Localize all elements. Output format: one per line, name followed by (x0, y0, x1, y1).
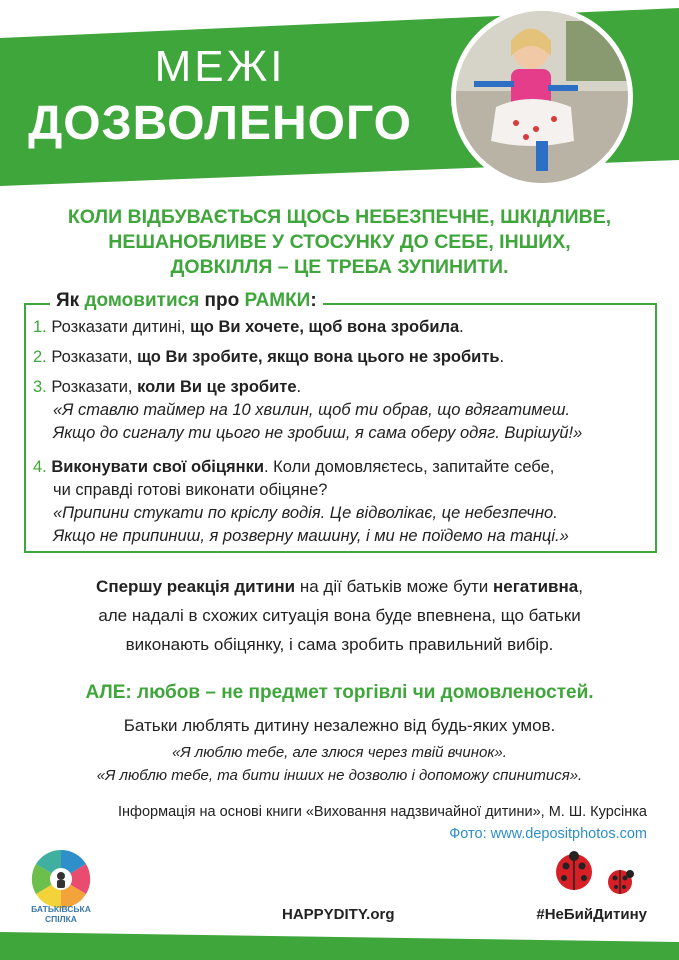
rule-item: 1. Розказати дитині, що Ви хочете, щоб вона зробила. (33, 318, 464, 336)
headline-line: ДОВКІЛЛЯ – ЦЕ ТРЕБА ЗУПИНИТИ. (170, 256, 509, 278)
source-credit: Інформація на основі книги «Виховання надзвичайної дитини», М. Ш. Курсінка (118, 804, 647, 820)
reaction-paragraph: Спершу реакція дитини на дії батьків може бути негативна, але надалі в схожих ситуація вона буде впевнена, що батьки виконають обіцянку, і сама зробить правильний вибір. (96, 577, 583, 654)
child-photo (451, 6, 633, 188)
ladybug-icon (552, 848, 642, 898)
title-line-1: МЕЖІ (154, 42, 286, 91)
title-line-2: ДОЗВОЛЕНОГО (28, 97, 412, 150)
love-quote: «Я люблю тебе, та бити інших не дозволю і допоможу спинитися». (96, 767, 583, 784)
parents-union-logo-icon (30, 848, 92, 910)
footer-band (0, 928, 679, 960)
site-link[interactable]: HAPPYDITY.org (282, 906, 395, 923)
love-heading: АЛЕ: любов – не предмет торгівлі чи домовленостей. (85, 682, 594, 703)
rule-item: 2. Розказати, що Ви зробите, якщо вона цього не зробить. (33, 348, 505, 366)
headline-line: НЕШАНОБЛИВЕ У СТОСУНКУ ДО СЕБЕ, ІНШИХ, (108, 231, 571, 253)
rules-heading: Як домовитися про РАМКИ: (50, 290, 323, 312)
rule-item: 3. Розказати, коли Ви це зробите. «Я ставлю таймер на 10 хвилин, щоб ти обрав, що вдягатимеш. Якщо до сигналу ти цього не зробиш, я сама оберу одяг. Вирішуй!» (33, 378, 583, 442)
headline-line: КОЛИ ВІДБУВАЄТЬСЯ ЩОСЬ НЕБЕЗПЕЧНЕ, ШКІДЛИВЕ, (67, 206, 612, 228)
photo-credit-link[interactable]: Фото: www.depositphotos.com (449, 826, 647, 842)
rule-item: 4. Виконувати свої обіцянки. Коли домовляєтесь, запитайте себе, чи справді готові виконати обіцяне? «Припини стукати по кріслу водія. Це відволікає, це небезпечно. Якщо не припиниш, я розверну машину, і ми не поїдемо на танці.» (33, 458, 569, 545)
love-subtext: Батьки люблять дитину незалежно від будь-яких умов. (123, 716, 556, 735)
logo-text: БАТЬКІВСЬКА СПІЛКА (31, 904, 91, 924)
hashtag: #НеБийДитину (536, 906, 647, 923)
main-headline (20, 205, 659, 280)
love-quote: «Я люблю тебе, але злюся через твій вчинок». (172, 744, 507, 761)
